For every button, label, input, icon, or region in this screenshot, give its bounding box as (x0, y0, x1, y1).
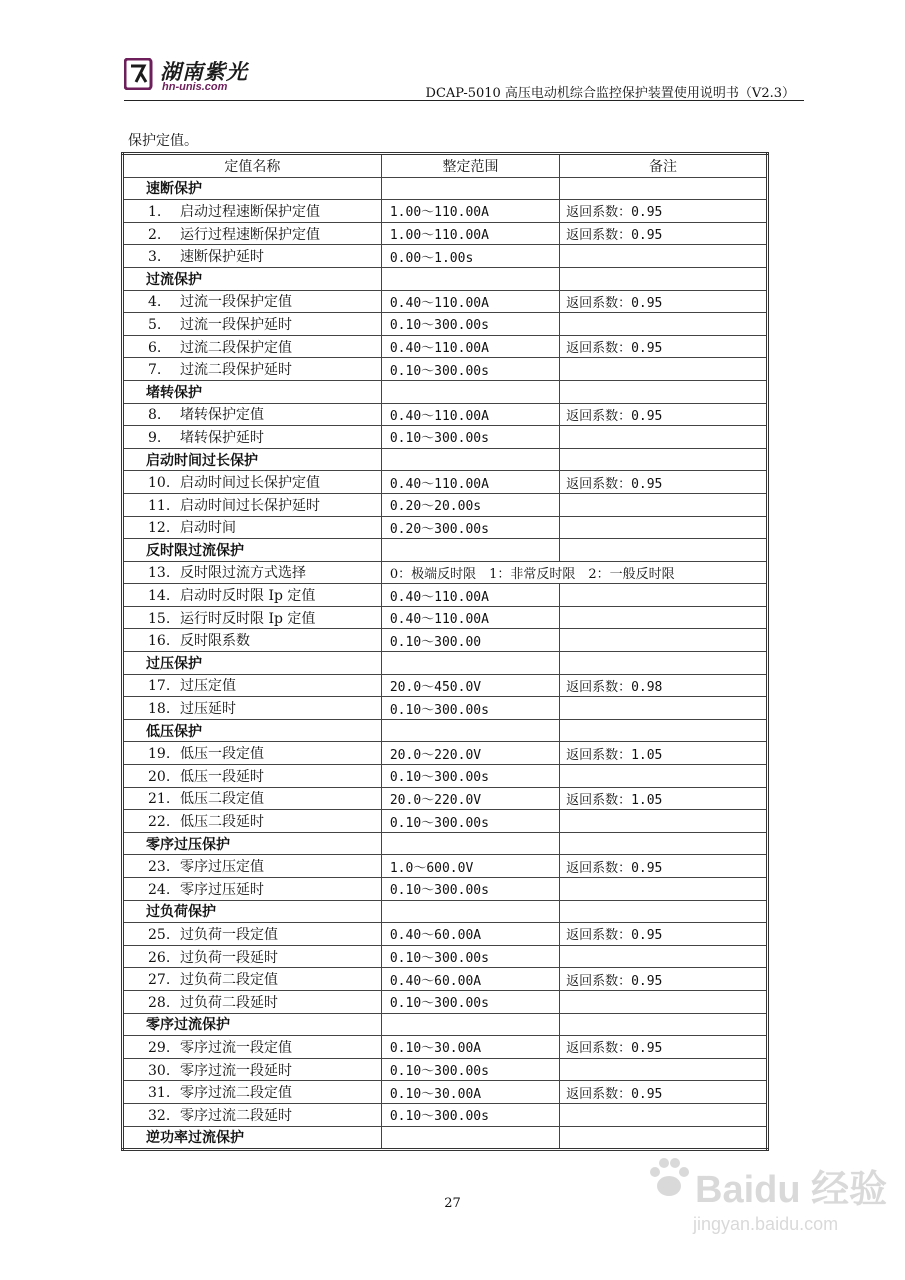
setting-name: 零序过流一段延时 (180, 1062, 292, 1079)
table-row (123, 222, 768, 245)
setting-name: 过流一段保护延时 (180, 316, 292, 333)
table-row (123, 697, 768, 720)
setting-note: 返回系数：1.05 (560, 787, 768, 810)
setting-range: 0.10～300.00s (381, 765, 559, 788)
setting-name: 过负荷一段延时 (180, 949, 278, 966)
setting-range: 0.10～30.00A (381, 1036, 559, 1059)
logo (124, 56, 274, 100)
item-number: 19. (148, 746, 171, 763)
note-cell (560, 652, 768, 675)
setting-note (560, 584, 768, 607)
page-number: 27 (444, 1196, 461, 1211)
table-group-row (123, 900, 768, 923)
setting-name-cell (123, 697, 382, 720)
table-row (123, 674, 768, 697)
setting-name-cell (123, 222, 382, 245)
setting-range: 0.10～300.00s (381, 697, 559, 720)
setting-note (560, 358, 768, 381)
table-row (123, 200, 768, 223)
setting-name-cell (123, 200, 382, 223)
setting-range: 0.40～110.00A (381, 335, 559, 358)
setting-note (560, 426, 768, 449)
setting-note (560, 1103, 768, 1126)
setting-range: 0.10～300.00s (381, 1058, 559, 1081)
note-cell (560, 448, 768, 471)
setting-name: 过流二段保护定值 (180, 339, 292, 356)
range-cell (381, 539, 559, 562)
group-title: 零序过流保护 (123, 1013, 382, 1036)
setting-range: 0.10～300.00s (381, 426, 559, 449)
watermark (645, 1150, 888, 1260)
setting-note: 返回系数：0.95 (560, 1036, 768, 1059)
item-number: 29. (148, 1039, 171, 1056)
table-row (123, 765, 768, 788)
setting-note: 返回系数：0.95 (560, 403, 768, 426)
note-cell (560, 539, 768, 562)
range-cell (381, 177, 559, 200)
setting-name-cell (123, 313, 382, 336)
setting-name: 过压延时 (180, 701, 236, 718)
table-group-row (123, 177, 768, 200)
setting-note (560, 313, 768, 336)
setting-note: 返回系数：0.95 (560, 222, 768, 245)
setting-note: 返回系数：0.95 (560, 1081, 768, 1104)
range-cell (381, 719, 559, 742)
item-number: 11. (148, 497, 171, 514)
setting-note (560, 697, 768, 720)
item-number: 4. (148, 294, 162, 311)
setting-name-cell (123, 426, 382, 449)
setting-name-cell (123, 606, 382, 629)
setting-range: 0.40～110.00A (381, 471, 559, 494)
paw-icon (645, 1154, 693, 1202)
setting-name: 启动时间 (180, 520, 236, 537)
item-number: 32. (148, 1107, 171, 1124)
setting-name: 过负荷一段定值 (180, 926, 278, 943)
setting-note: 返回系数：0.95 (560, 290, 768, 313)
item-number: 9. (148, 429, 162, 446)
setting-note (560, 1058, 768, 1081)
setting-name: 反时限系数 (180, 633, 250, 650)
setting-name-cell (123, 787, 382, 810)
setting-name: 启动时间过长保护定值 (180, 475, 320, 492)
item-number: 31. (148, 1085, 171, 1102)
note-cell (560, 380, 768, 403)
setting-name-cell (123, 1103, 382, 1126)
setting-name-cell (123, 923, 382, 946)
setting-range: 0.20～300.00s (381, 516, 559, 539)
setting-name-cell (123, 403, 382, 426)
setting-range: 0.10～300.00s (381, 810, 559, 833)
table-row (123, 290, 768, 313)
item-number: 21. (148, 791, 171, 808)
setting-name: 反时限过流方式选择 (180, 565, 306, 582)
setting-note: 返回系数：1.05 (560, 742, 768, 765)
setting-note (560, 810, 768, 833)
setting-name: 启动时间过长保护延时 (180, 497, 320, 514)
setting-name: 零序过流二段延时 (180, 1107, 292, 1124)
group-title: 低压保护 (123, 719, 382, 742)
setting-range: 0.40～60.00A (381, 968, 559, 991)
item-number: 1. (148, 203, 162, 220)
group-title: 过负荷保护 (123, 900, 382, 923)
range-cell (381, 652, 559, 675)
range-cell (381, 900, 559, 923)
table-row (123, 629, 768, 652)
setting-name: 堵转保护延时 (180, 429, 264, 446)
setting-name: 过流一段保护定值 (180, 294, 292, 311)
table-row (123, 1036, 768, 1059)
table-row (123, 245, 768, 268)
setting-range: 0.20～20.00s (381, 493, 559, 516)
setting-range: 0.10～300.00s (381, 313, 559, 336)
item-number: 5. (148, 316, 162, 333)
range-cell (381, 1013, 559, 1036)
range-cell (381, 832, 559, 855)
range-cell (381, 267, 559, 290)
setting-name: 零序过压定值 (180, 859, 264, 876)
item-number: 30. (148, 1062, 171, 1079)
setting-range: 0.00～1.00s (381, 245, 559, 268)
note-cell (560, 832, 768, 855)
setting-note (560, 516, 768, 539)
setting-name-cell (123, 968, 382, 991)
table-group-row (123, 380, 768, 403)
table-group-row (123, 267, 768, 290)
setting-name: 运行过程速断保护定值 (180, 226, 320, 243)
setting-name: 运行时反时限 Ip 定值 (180, 610, 316, 627)
setting-name-cell (123, 855, 382, 878)
setting-range: 0.40～60.00A (381, 923, 559, 946)
item-number: 12. (148, 520, 171, 537)
setting-name-cell (123, 471, 382, 494)
item-number: 24. (148, 881, 171, 898)
group-title: 过流保护 (123, 267, 382, 290)
setting-name-cell (123, 358, 382, 381)
setting-name-cell (123, 945, 382, 968)
setting-note (560, 245, 768, 268)
group-title: 速断保护 (123, 177, 382, 200)
table-row (123, 471, 768, 494)
table-row (123, 606, 768, 629)
setting-name-cell (123, 1036, 382, 1059)
setting-range: 0.10～300.00s (381, 945, 559, 968)
setting-note: 返回系数：0.98 (560, 674, 768, 697)
item-number: 6. (148, 339, 162, 356)
setting-range: 1.0～600.0V (381, 855, 559, 878)
setting-range: 0.10～30.00A (381, 1081, 559, 1104)
table-group-row (123, 652, 768, 675)
table-row (123, 945, 768, 968)
setting-name: 零序过流二段定值 (180, 1085, 292, 1102)
table-group-row (123, 1126, 768, 1150)
setting-name-cell (123, 245, 382, 268)
protection-settings-table (121, 152, 769, 1151)
setting-range: 0.10～300.00s (381, 358, 559, 381)
setting-name-cell (123, 1058, 382, 1081)
setting-name-cell (123, 290, 382, 313)
setting-range: 1.00～110.00A (381, 200, 559, 223)
setting-note (560, 878, 768, 901)
table-row (123, 493, 768, 516)
item-number: 13. (148, 565, 171, 582)
setting-note (560, 765, 768, 788)
setting-note: 返回系数：0.95 (560, 968, 768, 991)
table-row (123, 855, 768, 878)
setting-note (560, 990, 768, 1013)
range-cell (381, 380, 559, 403)
group-title: 零序过压保护 (123, 832, 382, 855)
item-number: 26. (148, 949, 171, 966)
table-row (123, 584, 768, 607)
setting-name-cell (123, 810, 382, 833)
table-row (123, 1103, 768, 1126)
setting-range: 0.10～300.00 (381, 629, 559, 652)
setting-note: 返回系数：0.95 (560, 200, 768, 223)
note-cell (560, 1013, 768, 1036)
group-title: 启动时间过长保护 (123, 448, 382, 471)
group-title: 过压保护 (123, 652, 382, 675)
item-number: 23. (148, 859, 171, 876)
item-number: 3. (148, 249, 162, 266)
column-header-name: 定值名称 (123, 154, 382, 178)
table-row (123, 990, 768, 1013)
setting-note: 返回系数：0.95 (560, 923, 768, 946)
setting-name: 启动过程速断保护定值 (180, 203, 320, 220)
setting-name-cell (123, 584, 382, 607)
group-title: 堵转保护 (123, 380, 382, 403)
setting-note: 返回系数：0.95 (560, 335, 768, 358)
setting-name-cell (123, 629, 382, 652)
table-row (123, 426, 768, 449)
setting-range: 0.10～300.00s (381, 990, 559, 1013)
table-group-row (123, 719, 768, 742)
item-number: 8. (148, 407, 162, 424)
logo-text: 湖南紫光 (160, 59, 248, 84)
item-number: 27. (148, 972, 171, 989)
group-title: 反时限过流保护 (123, 539, 382, 562)
range-cell (381, 1126, 559, 1150)
setting-name-cell (123, 561, 382, 584)
table-row (123, 358, 768, 381)
setting-range: 0.10～300.00s (381, 878, 559, 901)
table-row (123, 516, 768, 539)
setting-name: 启动时反时限 Ip 定值 (180, 588, 316, 605)
setting-name-cell (123, 990, 382, 1013)
table-row (123, 923, 768, 946)
header-divider (124, 100, 804, 101)
table-row (123, 1058, 768, 1081)
table-row (123, 335, 768, 358)
note-cell (560, 719, 768, 742)
item-number: 20. (148, 768, 171, 785)
table-row (123, 968, 768, 991)
setting-name: 低压二段定值 (180, 791, 264, 808)
setting-name-cell (123, 674, 382, 697)
setting-note (560, 629, 768, 652)
setting-range: 20.0～220.0V (381, 787, 559, 810)
setting-name: 过流二段保护延时 (180, 362, 292, 379)
logo-url: hn-unis.com (162, 81, 228, 93)
setting-range: 0.10～300.00s (381, 1103, 559, 1126)
table-group-row (123, 448, 768, 471)
table-row (123, 742, 768, 765)
setting-range: 0.40～110.00A (381, 403, 559, 426)
table-row (123, 403, 768, 426)
item-number: 16. (148, 633, 171, 650)
setting-note: 返回系数：0.95 (560, 471, 768, 494)
table-row (123, 787, 768, 810)
setting-name-cell (123, 1081, 382, 1104)
item-number: 10. (148, 475, 171, 492)
setting-name: 零序过压延时 (180, 881, 264, 898)
item-number: 7. (148, 362, 162, 379)
item-number: 28. (148, 994, 171, 1011)
setting-name-cell (123, 493, 382, 516)
note-cell (560, 267, 768, 290)
table-group-row (123, 539, 768, 562)
table-row (123, 313, 768, 336)
setting-name: 速断保护延时 (180, 249, 264, 266)
setting-range: 0.40～110.00A (381, 290, 559, 313)
setting-name: 过负荷二段定值 (180, 972, 278, 989)
setting-range: 0：极端反时限 1：非常反时限 2：一般反时限 (381, 561, 767, 584)
item-number: 15. (148, 610, 171, 627)
setting-name: 过负荷二段延时 (180, 994, 278, 1011)
table-row (123, 878, 768, 901)
item-number: 17. (148, 678, 171, 695)
column-header-range: 整定范围 (381, 154, 559, 178)
column-header-note: 备注 (560, 154, 768, 178)
setting-note (560, 493, 768, 516)
intro-text: 保护定值。 (128, 133, 198, 149)
table-body (123, 177, 768, 1150)
setting-range: 0.40～110.00A (381, 606, 559, 629)
table-row (123, 810, 768, 833)
setting-name-cell (123, 878, 382, 901)
setting-name: 低压二段延时 (180, 814, 264, 831)
item-number: 22. (148, 814, 171, 831)
setting-range: 20.0～220.0V (381, 742, 559, 765)
table-row (123, 561, 768, 584)
note-cell (560, 900, 768, 923)
setting-note (560, 945, 768, 968)
setting-name: 零序过流一段定值 (180, 1039, 292, 1056)
logo-mark-icon (124, 58, 154, 90)
table-group-row (123, 1013, 768, 1036)
document-title: DCAP-5010 高压电动机综合监控保护装置使用说明书（V2.3） (425, 86, 795, 101)
note-cell (560, 1126, 768, 1150)
range-cell (381, 448, 559, 471)
table-header-row (123, 154, 768, 178)
setting-note: 返回系数：0.95 (560, 855, 768, 878)
setting-name: 过压定值 (180, 678, 236, 695)
watermark-text: Baidu 经验 (695, 1169, 888, 1211)
group-title: 逆功率过流保护 (123, 1126, 382, 1150)
setting-range: 0.40～110.00A (381, 584, 559, 607)
note-cell (560, 177, 768, 200)
watermark-url: jingyan.baidu.com (693, 1214, 839, 1234)
setting-name-cell (123, 765, 382, 788)
setting-range: 20.0～450.0V (381, 674, 559, 697)
item-number: 14. (148, 588, 171, 605)
item-number: 2. (148, 226, 162, 243)
setting-name: 低压一段定值 (180, 746, 264, 763)
setting-name: 堵转保护定值 (180, 407, 264, 424)
setting-name-cell (123, 335, 382, 358)
setting-range: 1.00～110.00A (381, 222, 559, 245)
table-row (123, 1081, 768, 1104)
item-number: 25. (148, 926, 171, 943)
setting-name: 低压一段延时 (180, 768, 264, 785)
setting-name-cell (123, 742, 382, 765)
table-group-row (123, 832, 768, 855)
setting-name-cell (123, 516, 382, 539)
setting-note (560, 606, 768, 629)
item-number: 18. (148, 701, 171, 718)
